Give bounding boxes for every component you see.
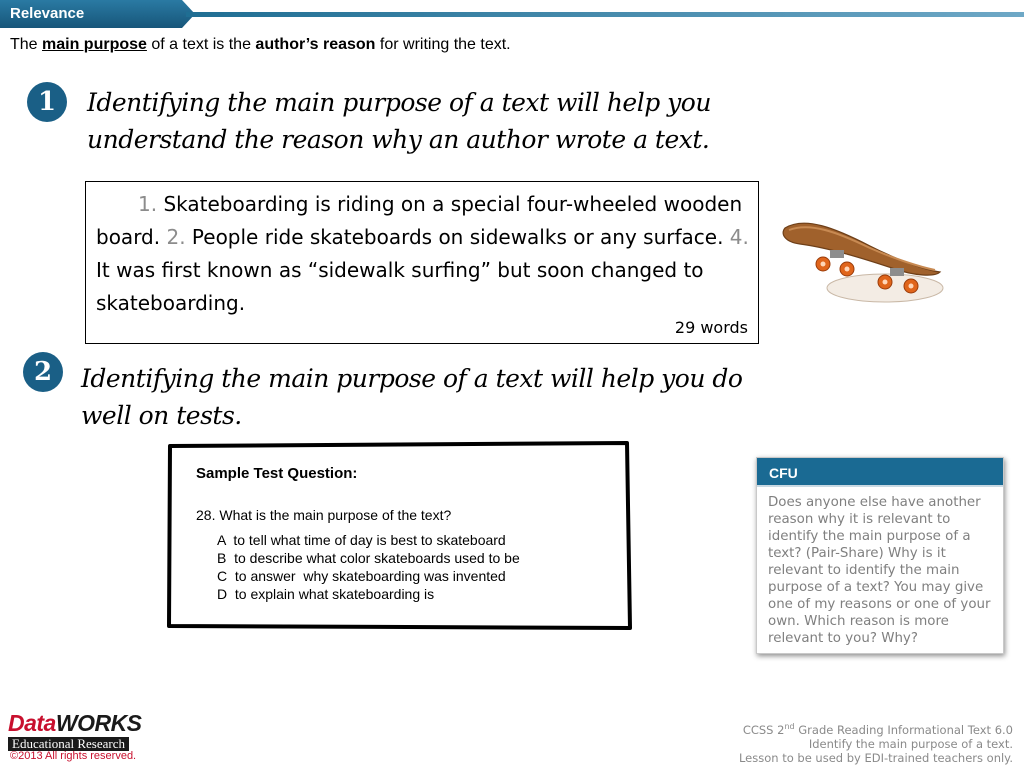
passage-text: [96, 188, 751, 320]
passage-box: [85, 181, 759, 344]
sentence-text: Skateboarding is riding on a special four-wheeled wooden board.: [96, 192, 743, 249]
answer-option-c: C to answer why skateboarding was invented: [217, 568, 506, 584]
footer-objective: Identify the main purpose of a text.: [808, 736, 1013, 751]
section-title: Relevance: [10, 5, 85, 22]
footer-standard-line: [739, 720, 1013, 737]
cfu-panel: [756, 457, 1004, 654]
logo-data: Data: [8, 710, 56, 736]
footer-ordinal: nd: [784, 722, 795, 731]
point-1-text: Identifying the main purpose of a text will help you understand the reason why an author wrote a text.: [87, 88, 711, 154]
intro-prefix: The: [10, 36, 43, 53]
cfu-title: CFU: [769, 465, 798, 481]
sentence-number: 2.: [166, 225, 186, 249]
header-rule: [186, 12, 1024, 17]
question-text: 28. What is the main purpose of the text?: [196, 507, 452, 523]
skateboard-image: [775, 214, 950, 322]
logo-subtitle: Educational Research: [8, 737, 129, 751]
dataworks-logo: [8, 710, 165, 751]
footer-usage-note: Lesson to be used by EDI-trained teachers only.: [738, 750, 1013, 765]
logo-works: WORKS: [55, 710, 142, 736]
sentence-number: 1.: [138, 192, 158, 216]
sentence-number: 4.: [729, 225, 749, 249]
sentence-text: It was first known as “sidewalk surfing” but soon changed to skateboarding.: [96, 258, 704, 315]
sample-question-title: Sample Test Question:: [196, 465, 358, 482]
point-number-1: 1: [27, 82, 67, 122]
answer-option-d: D to explain what skateboarding is: [217, 586, 435, 602]
word-count: 29 words: [674, 318, 748, 337]
answer-options: [217, 531, 520, 603]
logo-wordmark: [8, 711, 165, 735]
footer-ccss: CCSS 2: [742, 722, 785, 737]
footer-standard: Grade Reading Informational Text 6.0: [794, 722, 1013, 737]
sentence-text: People ride skateboards on sidewalks or any surface.: [185, 225, 730, 249]
intro-sentence: [10, 36, 511, 54]
intro-suffix: for writing the text.: [375, 36, 511, 53]
authors-reason-term: author’s reason: [255, 36, 376, 53]
point-number-2: 2: [23, 352, 63, 392]
standards-footer: [739, 720, 1013, 765]
cfu-body: Does anyone else have another reason why it is relevant to identify the main purpose of a text? (Pair-Share) Why is it relevant to identify the main purpose of a text? You may give one of my reasons or one of your own. Which reason is more relevant to you? Why?: [768, 495, 991, 646]
copyright-notice: ©2013 All rights reserved.: [10, 750, 137, 762]
section-tab: [0, 0, 196, 28]
answer-option-a: A to tell what time of day is best to skateboard: [217, 532, 506, 548]
main-purpose-term: main purpose: [42, 36, 147, 53]
intro-middle: of a text is the: [146, 36, 256, 53]
point-2-text: Identifying the main purpose of a text will help you do well on tests.: [81, 364, 743, 430]
answer-option-b: B to describe what color skateboards used to be: [217, 550, 520, 566]
